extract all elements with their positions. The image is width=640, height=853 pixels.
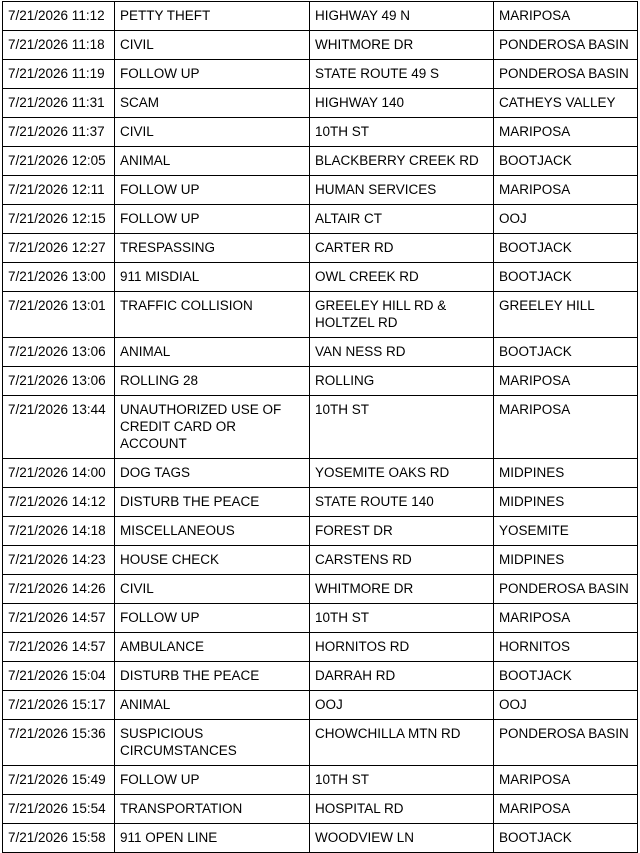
call-type-cell: DISTURB THE PEACE	[115, 662, 310, 691]
location-cell: DARRAH RD	[310, 662, 494, 691]
datetime-cell: 7/21/2026 11:37	[3, 118, 115, 147]
datetime-cell: 7/21/2026 11:31	[3, 89, 115, 118]
location-cell: HIGHWAY 140	[310, 89, 494, 118]
table-row	[3, 517, 638, 546]
call-type-cell: AMBULANCE	[115, 633, 310, 662]
datetime-cell: 7/21/2026 15:49	[3, 766, 115, 795]
location-cell: GREELEY HILL RD & HOLTZEL RD	[310, 292, 494, 338]
datetime-cell: 7/21/2026 14:00	[3, 459, 115, 488]
call-type-cell: TRESPASSING	[115, 234, 310, 263]
datetime-cell: 7/21/2026 15:17	[3, 691, 115, 720]
area-cell: BOOTJACK	[494, 824, 638, 853]
area-cell: MARIPOSA	[494, 604, 638, 633]
location-cell: HUMAN SERVICES	[310, 176, 494, 205]
table-row	[3, 31, 638, 60]
datetime-cell: 7/21/2026 13:00	[3, 263, 115, 292]
location-cell: YOSEMITE OAKS RD	[310, 459, 494, 488]
call-type-cell: FOLLOW UP	[115, 176, 310, 205]
datetime-cell: 7/21/2026 13:44	[3, 396, 115, 459]
datetime-cell: 7/21/2026 14:57	[3, 604, 115, 633]
call-type-cell: DOG TAGS	[115, 459, 310, 488]
area-cell: OOJ	[494, 691, 638, 720]
call-type-cell: 911 MISDIAL	[115, 263, 310, 292]
area-cell: MARIPOSA	[494, 396, 638, 459]
datetime-cell: 7/21/2026 15:04	[3, 662, 115, 691]
area-cell: MIDPINES	[494, 459, 638, 488]
area-cell: BOOTJACK	[494, 662, 638, 691]
location-cell: CHOWCHILLA MTN RD	[310, 720, 494, 766]
location-cell: HORNITOS RD	[310, 633, 494, 662]
location-cell: 10TH ST	[310, 604, 494, 633]
area-cell: BOOTJACK	[494, 234, 638, 263]
datetime-cell: 7/21/2026 12:27	[3, 234, 115, 263]
area-cell: MARIPOSA	[494, 176, 638, 205]
location-cell: STATE ROUTE 140	[310, 488, 494, 517]
call-type-cell: CIVIL	[115, 575, 310, 604]
table-row	[3, 459, 638, 488]
table-row	[3, 720, 638, 766]
area-cell: MARIPOSA	[494, 795, 638, 824]
location-cell: FOREST DR	[310, 517, 494, 546]
call-type-cell: ANIMAL	[115, 691, 310, 720]
datetime-cell: 7/21/2026 14:12	[3, 488, 115, 517]
area-cell: MARIPOSA	[494, 2, 638, 31]
datetime-cell: 7/21/2026 11:12	[3, 2, 115, 31]
area-cell: MIDPINES	[494, 546, 638, 575]
datetime-cell: 7/21/2026 12:15	[3, 205, 115, 234]
call-type-cell: ROLLING 28	[115, 367, 310, 396]
location-cell: WHITMORE DR	[310, 575, 494, 604]
datetime-cell: 7/21/2026 13:06	[3, 367, 115, 396]
area-cell: BOOTJACK	[494, 263, 638, 292]
area-cell: MARIPOSA	[494, 766, 638, 795]
area-cell: MIDPINES	[494, 488, 638, 517]
location-cell: 10TH ST	[310, 118, 494, 147]
datetime-cell: 7/21/2026 14:57	[3, 633, 115, 662]
location-cell: OWL CREEK RD	[310, 263, 494, 292]
area-cell: PONDEROSA BASIN	[494, 575, 638, 604]
location-cell: HOSPITAL RD	[310, 795, 494, 824]
area-cell: YOSEMITE	[494, 517, 638, 546]
table-row	[3, 60, 638, 89]
table-row	[3, 2, 638, 31]
table-row	[3, 604, 638, 633]
table-row	[3, 118, 638, 147]
datetime-cell: 7/21/2026 14:18	[3, 517, 115, 546]
location-cell: STATE ROUTE 49 S	[310, 60, 494, 89]
call-type-cell: TRAFFIC COLLISION	[115, 292, 310, 338]
table-row	[3, 488, 638, 517]
location-cell: ALTAIR CT	[310, 205, 494, 234]
datetime-cell: 7/21/2026 13:06	[3, 338, 115, 367]
location-cell: CARTER RD	[310, 234, 494, 263]
table-row	[3, 546, 638, 575]
table-row	[3, 89, 638, 118]
area-cell: GREELEY HILL	[494, 292, 638, 338]
table-row	[3, 147, 638, 176]
table-row	[3, 766, 638, 795]
table-row	[3, 575, 638, 604]
table-row	[3, 338, 638, 367]
call-type-cell: UNAUTHORIZED USE OF CREDIT CARD OR ACCOUNT	[115, 396, 310, 459]
call-type-cell: SUSPICIOUS CIRCUMSTANCES	[115, 720, 310, 766]
call-type-cell: TRANSPORTATION	[115, 795, 310, 824]
area-cell: PONDEROSA BASIN	[494, 720, 638, 766]
location-cell: ROLLING	[310, 367, 494, 396]
call-type-cell: CIVIL	[115, 118, 310, 147]
table-row	[3, 633, 638, 662]
datetime-cell: 7/21/2026 11:19	[3, 60, 115, 89]
location-cell: 10TH ST	[310, 766, 494, 795]
table-row	[3, 824, 638, 853]
call-type-cell: FOLLOW UP	[115, 766, 310, 795]
datetime-cell: 7/21/2026 14:23	[3, 546, 115, 575]
call-type-cell: PETTY THEFT	[115, 2, 310, 31]
location-cell: CARSTENS RD	[310, 546, 494, 575]
table-row	[3, 176, 638, 205]
table-row	[3, 396, 638, 459]
datetime-cell: 7/21/2026 12:05	[3, 147, 115, 176]
table-row	[3, 292, 638, 338]
call-type-cell: FOLLOW UP	[115, 205, 310, 234]
table-row	[3, 205, 638, 234]
table-row	[3, 795, 638, 824]
area-cell: HORNITOS	[494, 633, 638, 662]
call-type-cell: FOLLOW UP	[115, 60, 310, 89]
location-cell: VAN NESS RD	[310, 338, 494, 367]
call-type-cell: DISTURB THE PEACE	[115, 488, 310, 517]
area-cell: BOOTJACK	[494, 338, 638, 367]
table-row	[3, 263, 638, 292]
datetime-cell: 7/21/2026 11:18	[3, 31, 115, 60]
table-row	[3, 691, 638, 720]
call-type-cell: HOUSE CHECK	[115, 546, 310, 575]
area-cell: MARIPOSA	[494, 367, 638, 396]
call-type-cell: SCAM	[115, 89, 310, 118]
location-cell: OOJ	[310, 691, 494, 720]
table-row	[3, 367, 638, 396]
location-cell: BLACKBERRY CREEK RD	[310, 147, 494, 176]
call-type-cell: MISCELLANEOUS	[115, 517, 310, 546]
area-cell: OOJ	[494, 205, 638, 234]
table-row	[3, 662, 638, 691]
call-type-cell: 911 OPEN LINE	[115, 824, 310, 853]
call-log-table	[2, 1, 638, 853]
location-cell: 10TH ST	[310, 396, 494, 459]
datetime-cell: 7/21/2026 13:01	[3, 292, 115, 338]
location-cell: HIGHWAY 49 N	[310, 2, 494, 31]
area-cell: BOOTJACK	[494, 147, 638, 176]
datetime-cell: 7/21/2026 15:36	[3, 720, 115, 766]
table-row	[3, 234, 638, 263]
area-cell: PONDEROSA BASIN	[494, 60, 638, 89]
call-type-cell: ANIMAL	[115, 147, 310, 176]
area-cell: CATHEYS VALLEY	[494, 89, 638, 118]
datetime-cell: 7/21/2026 14:26	[3, 575, 115, 604]
call-type-cell: ANIMAL	[115, 338, 310, 367]
datetime-cell: 7/21/2026 12:11	[3, 176, 115, 205]
call-type-cell: CIVIL	[115, 31, 310, 60]
datetime-cell: 7/21/2026 15:58	[3, 824, 115, 853]
area-cell: PONDEROSA BASIN	[494, 31, 638, 60]
area-cell: MARIPOSA	[494, 118, 638, 147]
call-type-cell: FOLLOW UP	[115, 604, 310, 633]
datetime-cell: 7/21/2026 15:54	[3, 795, 115, 824]
location-cell: WHITMORE DR	[310, 31, 494, 60]
call-log-body	[3, 2, 638, 853]
location-cell: WOODVIEW LN	[310, 824, 494, 853]
